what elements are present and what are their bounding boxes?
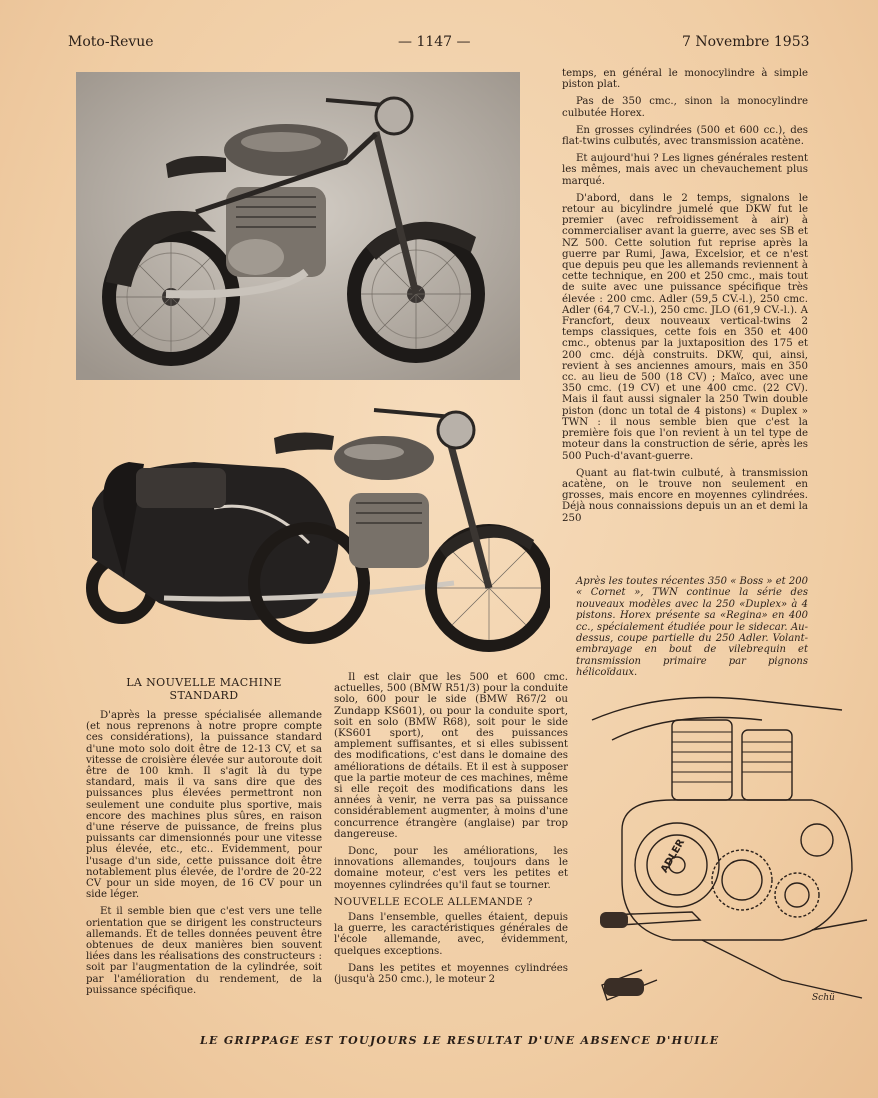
photo-horex-regina-sidecar xyxy=(64,398,550,666)
right-paragraph: D'abord, dans le 2 temps, signalons le retour au bicylindre jumelé que DKW fut le premier (avec refroidissement à air) à commercialiser avant la guerre, avec ses SB et NZ 500. Cette solution fut reprise après la guerre par Rumi, Jawa, Excelsior, et ce n'est que depuis peu que les allemands reviennent à cette technique, en 200 et 250 cmc., mais tout de suite avec une puissance spécifique très élevée : 200 cmc. Adler (59,5 CV.-l.), 250 cmc. Adler (64,7 CV.-l.), 250 cmc. JLO (61,9 CV.-l.). A Francfort, deux nouveaux vertical-twins 2 temps classiques, cette fois en 350 et 400 cmc., obtenus par la juxtaposition des 175 et 200 cmc. déjà construits. DKW, qui, ainsi, revient à ses anciennes amours, mais en 350 cc. au lieu de 500 (18 CV) ; Maïco, avec une 350 cmc. (19 CV) et une 400 cmc. (22 CV). Mais il faut aussi signaler la 250 Twin double piston (donc un total de 4 pistons) « Duplex » TWN : il nous semble bien que c'est la première fois que l'on revient à un tel type de moteur dans la construction de série, après les 500 Puch-d'avant-guerre. xyxy=(562,192,808,462)
right-paragraph: Pas de 350 cmc., sinon la monocylindre culbutée Horex. xyxy=(562,96,808,119)
right-paragraph: Et aujourd'hui ? Les lignes générales restent les mêmes, mais avec un chevauchement plus marqué. xyxy=(562,153,808,187)
section-heading-ecole: NOUVELLE ECOLE ALLEMANDE ? xyxy=(334,895,533,908)
illustrator-signature: Schü xyxy=(812,993,835,1003)
section-nouvelle-machine xyxy=(86,676,322,1002)
page-number: — 1147 — xyxy=(398,34,471,50)
middle-paragraph: Dans les petites et moyennes cylindrées (jusqu'à 250 cmc.), le moteur 2 xyxy=(334,962,568,986)
middle-paragraph: Il est clair que les 500 et 600 cmc. actuelles, 500 (BMW R51/3) pour la conduite solo, 600 pour le side (BMW R67/2 ou Zundapp KS601), ou pour la conduite sport, soit en solo (BMW R68), soit pour le side (KS601 sport), ont des puissances amplement suffisantes, et si elles subissent des modifications, c'est dans le domaine des améliorations de détails. Et il est à supposer que la partie moteur de ces machines, même si elle reçoit des modifications dans les années à venir, ne verra pas sa puissance considérablement augmenter, à moins d'une concurrence étrangère (anglaise) par trop dangereuse. xyxy=(334,672,568,840)
drawing-adler-engine-cutaway xyxy=(582,680,874,1010)
section-heading-line1: LA NOUVELLE MACHINE xyxy=(126,676,282,689)
middle-column-text xyxy=(334,672,568,991)
photo-caption: Après les toutes récentes 350 « Boss » et 200 « Cornet », TWN continue la série des nouveaux modèles avec la 250 «Duplex» à 4 pistons. Horex présente sa «Regina» en 400 cc., spécialement étudiée pour le sidecar. Au-dessus, coupe partielle du 250 Adler. Volant-embrayage en bout de vilebrequin et transmission primaire par pignons hélicoïdaux. xyxy=(576,576,808,679)
middle-paragraph: Donc, pour les améliorations, les innovations allemandes, toujours dans le domaine moteur, c'est vers les petites et moyennes cylindrées qu'il faut se tourner. xyxy=(334,846,568,891)
middle-paragraph: Dans l'ensemble, quelles étaient, depuis la guerre, les caractéristiques générales de l'école allemande, avec, évidemment, quelques exceptions. xyxy=(334,912,568,957)
section-heading-line2: STANDARD xyxy=(169,689,239,702)
right-paragraph: Quant au flat-twin culbuté, à transmission acatène, on le trouve non seulement en grosses, mais encore en moyennes cylindrées. Déjà nous connaissions depuis un an et demi la 250 xyxy=(562,467,808,524)
section-heading xyxy=(86,676,322,702)
magazine-title: Moto-Revue xyxy=(68,34,154,50)
issue-date: 7 Novembre 1953 xyxy=(682,34,810,50)
right-paragraph: temps, en général le monocylindre à simple piston plat. xyxy=(562,68,808,91)
right-column-text xyxy=(562,68,808,530)
section-paragraph: D'après la presse spécialisée allemande (et nous reprenons à notre propre compte ces considérations), la puissance standard d'une moto solo doit être de 12-13 CV, et sa vitesse de croisière élevée sur autoroute doit être de 100 kmh. Il s'agit là du type standard, mais il va sans dire que des puissances plus élevées permettront non seulement une conduite plus sportive, mais encore des machines plus sûres, en raison d'une réserve de puissance, de freins plus puissants car dimensionnés pour une vitesse plus élevée, etc., etc.. Evidemment, pour l'usage d'un side, cette puissance doit être notablement plus élevée, de l'ordre de 20-22 CV pour un side moyen, de 16 CV pour un side léger. xyxy=(86,710,322,901)
footer-slogan: LE GRIPPAGE EST TOUJOURS LE RESULTAT D'UNE ABSENCE D'HUILE xyxy=(200,1034,720,1047)
drawing-engine-label: ADLER xyxy=(659,837,688,875)
photo-motorcycle-twn xyxy=(76,72,520,380)
right-paragraph: En grosses cylindrées (500 et 600 cc.), des flat-twins culbutés, avec transmission acatène. xyxy=(562,124,808,148)
section-paragraph: Et il semble bien que c'est vers une telle orientation que se dirigent les constructeurs allemands. Et de telles données peuvent être obtenues de deux manières bien souvent liées dans les réalisations des constructeurs : soit par l'augmentation de la cylindrée, soit par l'amélioration du rendement, de la puissance spécifique. xyxy=(86,906,322,996)
